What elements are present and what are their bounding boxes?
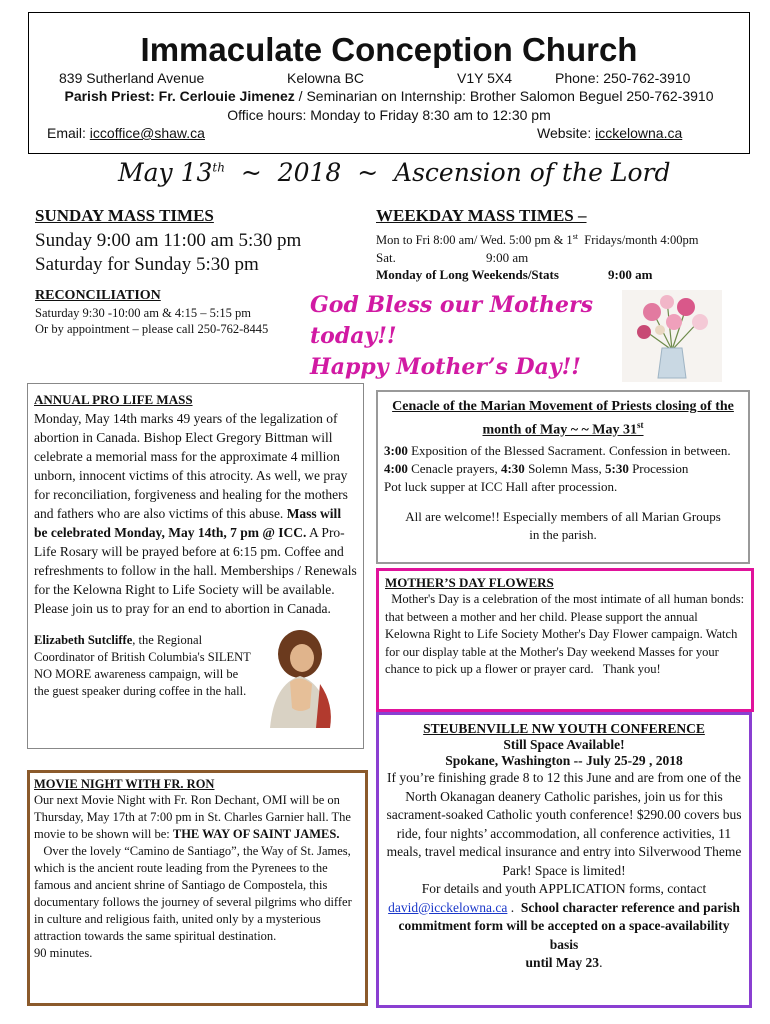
- speaker-paragraph: [34, 632, 252, 700]
- sunday-line-1: Sunday 9:00 am 11:00 am 5:30 pm: [35, 230, 302, 251]
- steubenville-location: Spokane, Washington -- July 25-29 , 2018: [445, 753, 683, 768]
- movie-night-content: [34, 777, 359, 962]
- weekday-heading: WEEKDAY MASS TIMES –: [376, 206, 587, 225]
- reconciliation-line-1: Saturday 9:30 -10:00 am & 4:15 – 5:15 pm: [35, 306, 251, 320]
- praying-jesus-image: [260, 624, 338, 728]
- speaker-text: , the Regional Coordinator of British Columbia's SILENT NO MORE awareness campaign, will be the guest speaker during coffee in the hall.: [34, 633, 251, 698]
- email-line: [47, 125, 205, 141]
- date-feast: ~ 2018 ~ Ascension of the Lord: [224, 158, 671, 187]
- office-hours: Office hours: Monday to Friday 8:30 am to 12:30 pm: [227, 107, 551, 123]
- steubenville-p1: If you’re finishing grade 8 to 12 this June and are from one of the North Okanagan deanery Catholic parishes, join us for this sacrament-soaked Catholic youth conference! $290.00 covers bus ride, four nights’ accommodation, all conference activities, 11 meals, travel medical insurance and entry into Silverwood Theme Park! Space is limited!: [386, 770, 742, 878]
- steubenville-contact: For details and youth APPLICATION forms, contact: [421, 881, 707, 896]
- movie-runtime: 90 minutes.: [34, 946, 93, 960]
- weekday-line-1-sup: st: [572, 232, 579, 241]
- date-suffix: th: [212, 160, 225, 175]
- cenacle-time-2: 4:00: [384, 460, 408, 476]
- movie-night-text: Our next Movie Night with Fr. Ron Dechant, OMI will be on Thursday, May 17th at 7:00 pm in St. Charles Garnier hall. The movie to be shown will be:: [34, 793, 351, 841]
- clergy-line: [29, 88, 749, 104]
- cenacle-time-4: 5:30: [604, 460, 629, 476]
- cenacle-heading: [384, 398, 742, 440]
- cenacle-time-3: 4:30: [500, 460, 525, 476]
- weekday-long-weekend-time: 9:00 am: [608, 267, 653, 283]
- pro-life-text-end: A Pro-Life Rosary will be prayed before at 6:15 pm. Coffee and refreshments to follow in the hall. Memberships / Renewals for the Kelowna Right to Life Society will be available. Please join us to pray for an end to abortion in Canada.: [34, 525, 357, 616]
- greeting-line-2: Happy Mother’s Day!!: [310, 354, 581, 380]
- weekday-mass-times: [376, 206, 756, 284]
- postal-code: V1Y 5X4: [457, 70, 513, 86]
- pro-life-paragraph: [34, 409, 357, 618]
- parish-priest: Parish Priest: Fr. Cerlouie Jimenez: [64, 88, 295, 104]
- reconciliation-line-2: Or by appointment – please call 250-762-8445: [35, 322, 269, 336]
- weekday-line-3: [376, 267, 756, 284]
- cenacle-content: [384, 398, 742, 544]
- sunday-mass-times: [35, 206, 365, 276]
- cenacle-time-1: 3:00: [384, 442, 408, 458]
- website-link[interactable]: icckelowna.ca: [595, 125, 683, 141]
- pro-life-mass-box: [27, 383, 364, 749]
- date-month-day: May 13: [118, 158, 213, 187]
- cenacle-box: [376, 390, 750, 564]
- cenacle-heading-sup: st: [637, 420, 644, 430]
- reconciliation: [35, 288, 305, 337]
- cenacle-line-2: [384, 460, 742, 478]
- mothers-day-flowers-heading: MOTHER’S DAY FLOWERS: [385, 575, 554, 590]
- steubenville-sep: .: [507, 899, 521, 915]
- church-name: Immaculate Conception Church: [140, 31, 638, 68]
- reconciliation-heading: RECONCILIATION: [35, 288, 161, 303]
- steubenville-space: Still Space Available!: [503, 737, 625, 752]
- movie-night-p2: Over the lovely “Camino de Santiago”, the Way of St. James, which is the ancient route leading from the Pyrenees to the famous and ancient shrine of Santiago de Compostela, this documentary follows the journey of several pilgrims who differ in culture and religious faith, united only by a mysterious attraction towards the same spiritual destination.: [34, 844, 355, 943]
- steubenville-deadline-end: .: [599, 955, 603, 970]
- movie-night-p1: [34, 792, 359, 843]
- cenacle-line-3: Pot luck supper at ICC Hall after procession.: [384, 478, 618, 494]
- church-header: [28, 12, 750, 154]
- cenacle-line-1: [384, 442, 742, 460]
- mothers-day-flowers-content: [385, 575, 748, 679]
- steubenville-content: [385, 721, 743, 973]
- weekday-line-2: [376, 250, 756, 267]
- cenacle-welcome: All are welcome!! Especially members of all Marian Groups in the parish.: [405, 508, 721, 542]
- pro-life-text: Monday, May 14th marks 49 years of the legalization of abortion in Canada. Bishop Elect Gregory Bittman will celebrate a memorial mass for the approximate 4 million unborn, innocent victims of this atrocity. As well, we pray for reconciliation, forgiveness and healing for the mothers and fathers who are also victims of this abuse.: [34, 411, 348, 521]
- mothers-day-flowers-box: [376, 568, 754, 712]
- website-line: [537, 125, 682, 141]
- steubenville-deadline-date: until May 23: [525, 955, 600, 970]
- flower-vase-image: [622, 290, 722, 382]
- weekday-line-1: [376, 232, 756, 248]
- steubenville-p2: [385, 880, 743, 954]
- weekday-long-weekend-label: Monday of Long Weekends/Stats: [376, 267, 559, 283]
- weekday-sat-time: 9:00 am: [486, 250, 529, 266]
- steubenville-box: [376, 712, 752, 1008]
- date-heading: [118, 158, 671, 187]
- steubenville-heading: STEUBENVILLE NW YOUTH CONFERENCE: [423, 721, 705, 736]
- email-label: Email:: [47, 125, 90, 141]
- website-label: Website:: [537, 125, 596, 141]
- pro-life-heading: ANNUAL PRO LIFE MASS: [34, 392, 193, 407]
- mothers-day-flowers-text: Mother's Day is a celebration of the most intimate of all human bonds: that between a mother and her child. Please support the annual Kelowna Right to Life Society Mother's Day Flower campaign. Watch for our display table at the Mother's Day weekend Masses for your chance to pick up a flower or prayer card. Thank you!: [385, 592, 748, 676]
- phone: Phone: 250-762-3910: [555, 70, 691, 86]
- weekday-line-1-end: Fridays/month 4:00pm: [578, 233, 699, 248]
- cenacle-line-1-text: Exposition of the Blessed Sacrament. Confession in between.: [407, 442, 731, 458]
- sunday-heading: SUNDAY MASS TIMES: [35, 206, 214, 225]
- movie-night-heading: MOVIE NIGHT WITH FR. RON: [34, 777, 215, 791]
- sunday-line-2: Saturday for Sunday 5:30 pm: [35, 254, 259, 275]
- cenacle-line-2b: Solemn Mass,: [524, 460, 605, 476]
- street-address: 839 Sutherland Avenue: [59, 70, 205, 86]
- steubenville-email-link[interactable]: david@icckelowna.ca: [388, 899, 508, 915]
- steubenville-deadline: [385, 954, 743, 973]
- movie-title: THE WAY OF SAINT JAMES.: [172, 827, 340, 841]
- email-link[interactable]: iccoffice@shaw.ca: [89, 125, 205, 141]
- cenacle-line-2a: Cenacle prayers,: [407, 460, 501, 476]
- cenacle-heading-text: Cenacle of the Marian Movement of Priests closing of the month of May ~ ~ May 31: [392, 399, 734, 438]
- cenacle-line-2c: Procession: [628, 460, 689, 476]
- city: Kelowna BC: [287, 70, 365, 86]
- weekday-line-1-text: Mon to Fri 8:00 am/ Wed. 5:00 pm & 1: [376, 233, 573, 248]
- mothers-day-greeting: [310, 290, 610, 383]
- weekday-sat-label: Sat.: [376, 250, 396, 266]
- greeting-line-1: God Bless our Mothers today!!: [310, 292, 593, 349]
- steubenville-requirement: School character reference and parish commitment form will be accepted on a space-availability basis: [398, 899, 740, 952]
- speaker-name: Elizabeth Sutcliffe: [34, 633, 133, 647]
- seminarian: / Seminarian on Internship: Brother Salomon Beguel 250-762-3910: [294, 88, 714, 104]
- movie-night-box: [27, 770, 368, 1006]
- pro-life-mass-details: Mass will be celebrated Monday, May 14th, 7 pm @ ICC.: [34, 506, 342, 540]
